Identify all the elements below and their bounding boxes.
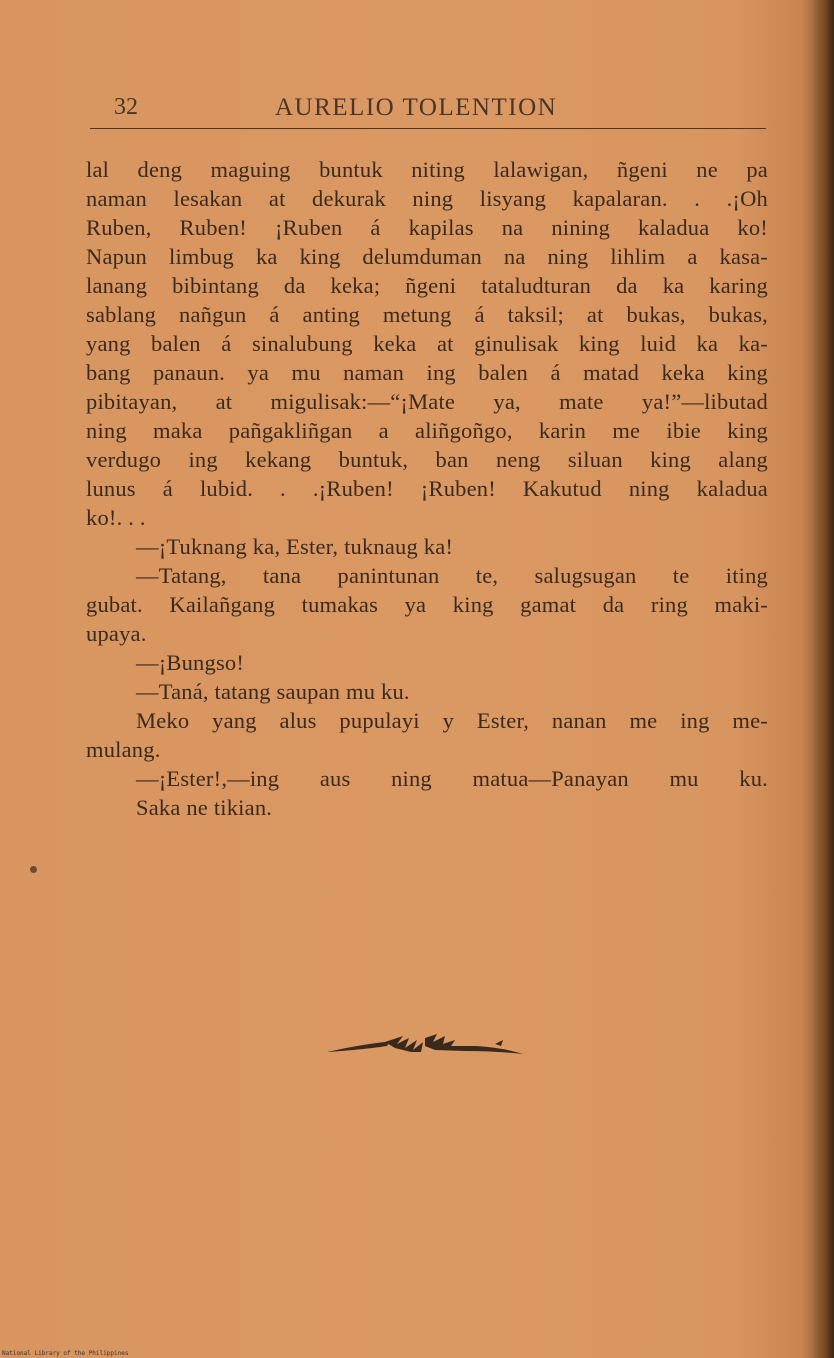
text-line: sablang nañgun á anting metung á taksil; at bukas, bukas, <box>86 302 768 327</box>
text-line: Ruben, Ruben! ¡Ruben á kapilas na nining kaladua ko! <box>86 215 768 240</box>
text-line: Meko yang alus pupulayi y Ester, nanan me ing me- <box>136 708 768 733</box>
text-line: yang balen á sinalubung keka at ginulisak king luid ka ka- <box>86 331 768 356</box>
text-line: bang panaun. ya mu naman ing balen á matad keka king <box>86 360 768 385</box>
page-number: 32 <box>114 94 138 120</box>
text-line: upaya. <box>86 621 147 646</box>
text-line: —Taná, tatang saupan mu ku. <box>136 679 410 704</box>
ink-speck <box>30 866 37 873</box>
library-credit: National Library of the Philippines <box>2 1350 129 1357</box>
text-line: —¡Ester!,—ing aus ning matua—Panayan mu ku. <box>136 766 768 791</box>
text-line: lal deng maguing buntuk niting lalawigan, ñgeni ne pa <box>86 157 768 182</box>
text-line: —¡Bungso! <box>136 650 245 675</box>
text-line: mulang. <box>86 737 161 762</box>
text-line: lunus á lubid. . .¡Ruben! ¡Ruben! Kakutud ning kaladua <box>86 476 768 501</box>
text-line: —¡Tuknang ka, Ester, tuknaug ka! <box>136 534 454 559</box>
text-line: lanang bibintang da keka; ñgeni tataludturan da ka karing <box>86 273 768 298</box>
text-line: ning maka pañgakliñgan a aliñgoñgo, karin me ibie king <box>86 418 768 443</box>
page-spine-shadow <box>812 0 834 1358</box>
running-title: AURELIO TOLENTION <box>275 94 558 121</box>
text-line: —Tatang, tana panintunan te, salugsugan te iting <box>136 563 768 588</box>
text-line: Saka ne tikian. <box>136 795 273 820</box>
ornament-flourish-icon <box>325 1030 525 1060</box>
text-line: ko!. . . <box>86 505 146 530</box>
body-text <box>86 155 768 822</box>
text-line: verdugo ing kekang buntuk, ban neng siluan king alang <box>86 447 768 472</box>
text-line: gubat. Kailañgang tumakas ya king gamat da ring maki- <box>86 592 768 617</box>
text-line: Napun limbug ka king delumduman na ning lihlim a kasa- <box>86 244 768 269</box>
page-header <box>90 92 766 129</box>
text-line: naman lesakan at dekurak ning lisyang kapalaran. . .¡Oh <box>86 186 768 211</box>
text-line: pibitayan, at migulisak:—“¡Mate ya, mate ya!”—libutad <box>86 389 768 414</box>
